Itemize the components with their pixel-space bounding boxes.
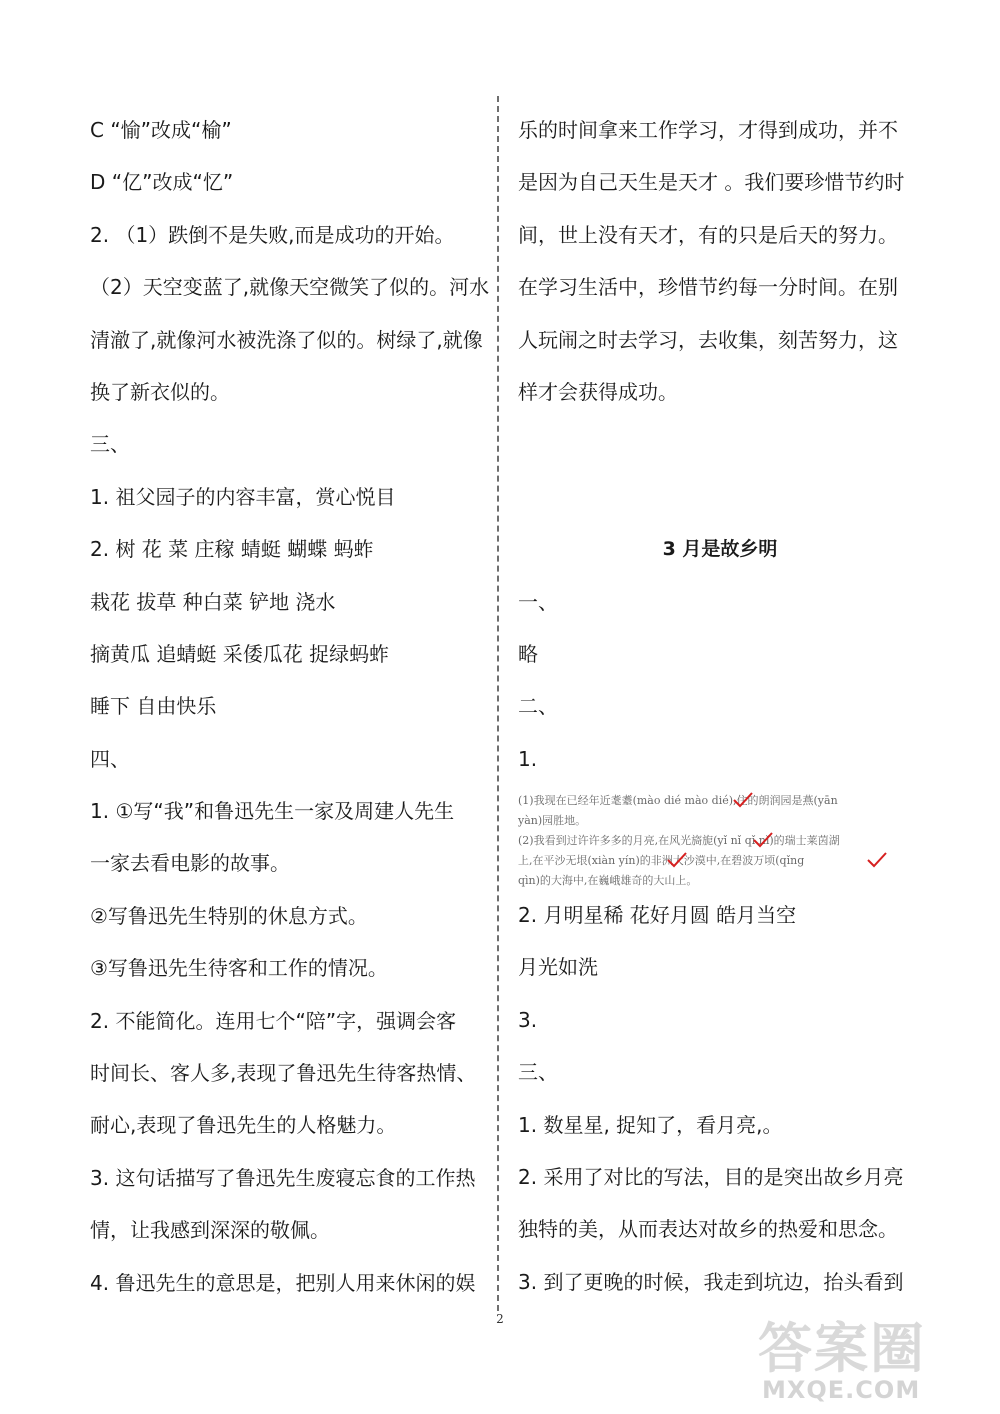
answer-line: 3. [518, 1007, 538, 1032]
answer-line: 清澈了,就像河水被洗涤了似的。树绿了,就像 [90, 327, 483, 352]
answer-line: 4. 鲁迅先生的意思是，把别人用来休闲的娱 [90, 1270, 476, 1295]
figure-line: (1)我现在已经年近耄耋(mào dié mào dié),住的朗润园是燕(yān [518, 794, 838, 808]
watermark-url: MXQE.COM [762, 1376, 921, 1404]
figure-line: 上,在平沙无垠(xiàn yín)的非洲大沙漠中,在碧波万顷(qǐng [518, 854, 805, 868]
answer-line: 耐心,表现了鲁迅先生的人格魅力。 [90, 1113, 397, 1138]
figure-line: qìn)的大海中,在巍峨雄奇的大山上。 [518, 874, 698, 888]
section-heading: 一、 [518, 589, 558, 614]
answer-line: ③写鲁迅先生待客和工作的情况。 [90, 956, 388, 981]
answer-line: C “愉”改成“榆” [90, 118, 232, 142]
column-divider [497, 96, 499, 1311]
section-heading: 三、 [90, 432, 130, 457]
answer-line: 3. 到了更晚的时候，我走到坑边，抬头看到 [518, 1269, 904, 1294]
answer-line: 摘黄瓜 追蜻蜓 采倭瓜花 捉绿蚂蚱 [90, 641, 390, 666]
right-column [518, 104, 918, 1308]
answer-line: 间，世上没有天才，有的只是后天的努力。 [518, 222, 898, 247]
check-mark-icon [752, 831, 774, 849]
answer-line: 样才会获得成功。 [518, 379, 678, 404]
answer-line: 是因为自己天生是天才 。我们要珍惜节约时 [518, 170, 905, 195]
answer-line: 2. 采用了对比的写法，目的是突出故乡月亮 [518, 1165, 904, 1190]
answer-line: 人玩闹之时去学习，去收集，刻苦努力，这 [518, 327, 898, 352]
section-heading: 二、 [518, 694, 558, 719]
answer-line: 1. ①写“我”和鲁迅先生一家及周建人先生 [90, 799, 455, 824]
answer-line: 月光如洗 [518, 955, 598, 980]
answer-line: 1. [518, 746, 538, 771]
answer-line: 2. 月明星稀 花好月圆 皓月当空 [518, 903, 797, 928]
answer-line: 睡下 自由快乐 [90, 694, 217, 719]
answer-line: 3. 这句话描写了鲁迅先生废寝忘食的工作热 [90, 1165, 476, 1190]
answer-line: 1. 数星星, 捉知了，看月亮,。 [518, 1112, 783, 1137]
answer-line: 2. 树 花 菜 庄稼 蜻蜓 蝴蝶 蚂蚱 [90, 537, 374, 562]
check-mark-icon [666, 851, 688, 869]
answer-line: 略 [518, 641, 538, 666]
section-title: 3 月是故乡明 [662, 538, 778, 561]
answer-line: 2. （1）跌倒不是失败,而是成功的开始。 [90, 222, 455, 247]
spacer [518, 418, 918, 470]
figure-line: (2)我看到过许许多多的月亮,在风光旖旎(yǐ nǐ qǐ nǐ)的瑞士莱茵湖 [518, 834, 840, 848]
answer-line: （2）天空变蓝了,就像天空微笑了似的。河水 [90, 275, 490, 300]
answer-line: 在学习生活中，珍惜节约每一分时间。在别 [518, 275, 898, 300]
answer-line: 独特的美，从而表达对故乡的热爱和思念。 [518, 1217, 898, 1242]
answer-line: 一家去看电影的故事。 [90, 851, 290, 876]
answer-line: 2. 不能简化。连用七个“陪”字，强调会客 [90, 1008, 457, 1033]
spacer [518, 471, 918, 523]
answer-line: 情，让我感到深深的敬佩。 [90, 1218, 330, 1243]
page-number: 2 [496, 1312, 504, 1326]
answer-line: 栽花 拔草 种白菜 铲地 浇水 [90, 589, 336, 614]
answer-line: 1. 祖父园子的内容丰富，赏心悦目 [90, 484, 396, 509]
pinyin-exercise-image [518, 785, 918, 889]
figure-line: yàn)园胜地。 [518, 814, 587, 828]
left-column [90, 104, 490, 1309]
check-mark-icon [732, 791, 754, 809]
section-heading: 三、 [518, 1060, 558, 1085]
answer-line: 时间长、客人多,表现了鲁迅先生待客热情、 [90, 1061, 477, 1086]
watermark-logo [758, 1306, 988, 1406]
answer-line: 换了新衣似的。 [90, 379, 230, 404]
answer-line: ②写鲁迅先生特别的休息方式。 [90, 903, 368, 928]
answer-line: 乐的时间拿来工作学习，才得到成功，并不 [518, 118, 898, 142]
check-mark-icon [866, 851, 888, 869]
answer-line: D “亿”改成“忆” [90, 170, 234, 195]
watermark-text: 答案圈 [758, 1317, 926, 1380]
section-heading: 四、 [90, 746, 130, 771]
